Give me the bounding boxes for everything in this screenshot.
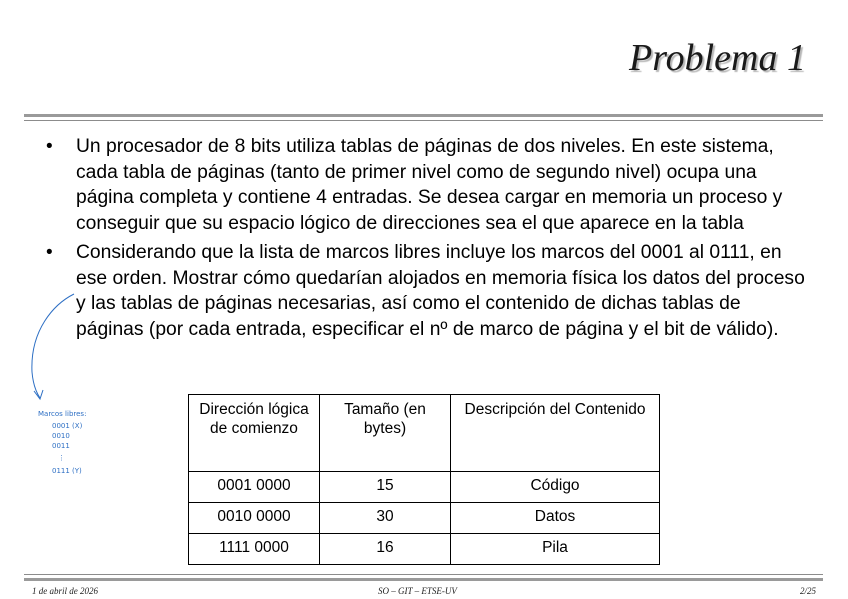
table-row [189,534,660,565]
bullet-item-1 [46,134,806,236]
footer-center: SO – GIT – ETSE-UV [378,586,457,596]
header-rule-thin [24,120,823,121]
footer-rule-thick [24,578,823,581]
table-header-row [189,395,660,472]
header-description: Descripción del Contenido [451,395,660,472]
footer-page-number: 2/25 [799,586,816,596]
address-space-table [188,394,660,565]
cell-size: 16 [320,534,451,565]
cell-address: 1111 0000 [189,534,320,565]
header-logical-address: Dirección lógica de comienzo [189,395,320,472]
bullet-marker: • [46,136,53,157]
header-rule-thick [24,114,823,117]
table-row [189,503,660,534]
cell-size: 30 [320,503,451,534]
slide-title: Problema 1 [629,37,806,79]
handwritten-annotation [24,290,164,490]
footer-rule-thin [24,574,823,575]
cell-address: 0001 0000 [189,472,320,503]
annotation-line-4: ⋮ [58,454,65,462]
annotation-line-3: 0011 [52,442,70,450]
cell-size: 15 [320,472,451,503]
cell-address: 0010 0000 [189,503,320,534]
bullet-marker: • [46,242,53,263]
bullet-text-1: Un procesador de 8 bits utiliza tablas de páginas de dos niveles. En este sistema, cada tabla de páginas (tanto de primer nivel como de segundo nivel) ocupa una página completa y contiene 4 entradas. Se desea cargar en memoria un proceso y conseguir que su espacio lógico de direcciones sea el que aparece en la tabla [76,136,783,234]
annotation-arrow [32,294,74,398]
annotation-heading: Marcos libres: [38,410,87,418]
annotation-line-1: 0001 (X) [52,422,83,430]
bullet-text-2: Considerando que la lista de marcos libres incluye los marcos del 0001 al 0111, en ese orden. Mostrar cómo quedarían alojados en memoria física los datos del proceso y las tablas de páginas necesarias, así como el contenido de dichas tablas de páginas (por cada entrada, especificar el nº de marco de página y el bit de válido). [76,242,805,340]
annotation-line-2: 0010 [52,432,70,440]
annotation-arrowhead [34,390,43,399]
annotation-line-5: 0111 (Y) [52,467,82,475]
cell-description: Datos [451,503,660,534]
table-row [189,472,660,503]
footer-date: 1 de abril de 2026 [32,586,98,596]
cell-description: Código [451,472,660,503]
cell-description: Pila [451,534,660,565]
header-size: Tamaño (en bytes) [320,395,451,472]
